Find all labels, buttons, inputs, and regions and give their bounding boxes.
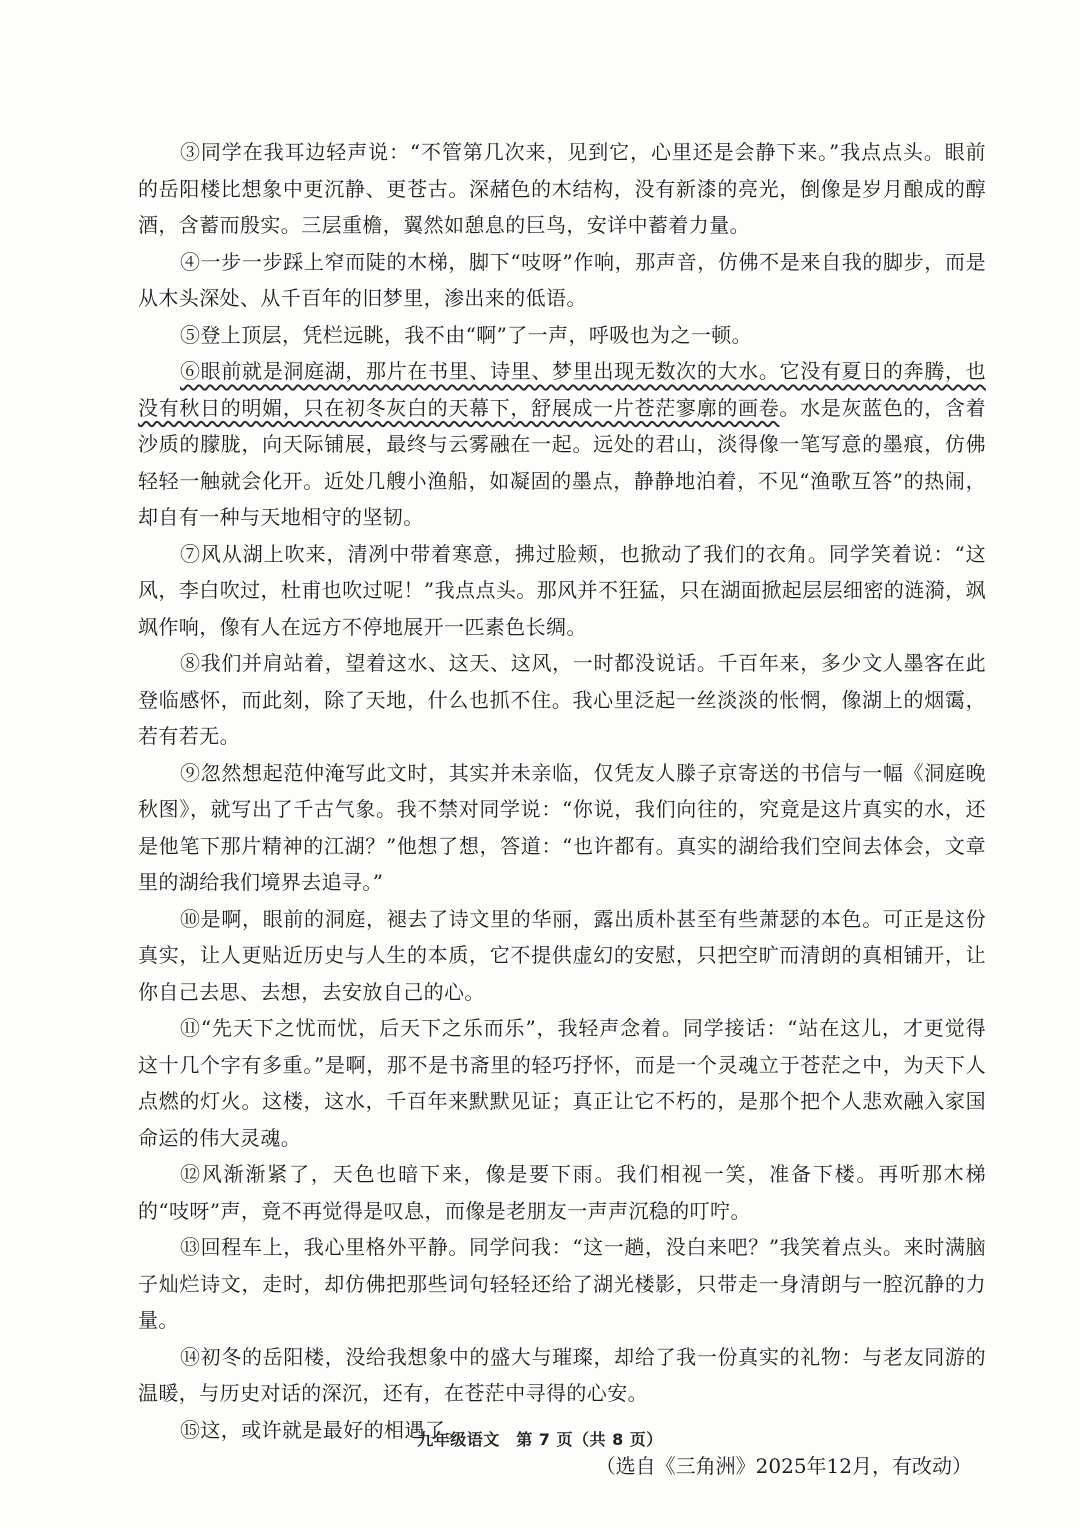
paragraph-14: ⑭初冬的岳阳楼，没给我想象中的盛大与璀璨，却给了我一份真实的礼物：与老友同游的温暖，与历史对话的深沉，还有，在苍茫中寻得的心安。 (138, 1344, 986, 1405)
paragraph-11: ⑪“先天下之忧而忧，后天下之乐而乐”，我轻声念着。同学接话：“站在这儿，才更觉得这十几个字有多重。”是啊，那不是书斋里的轻巧抒怀，而是一个灵魂立于苍茫之中，为天下人点燃的灯火。这楼，这水，千百年来默默见证；真正让它不朽的，是那个把个人悲欢融入家国命运的伟大灵魂。 (138, 1016, 986, 1150)
paragraph-10: ⑩是啊，眼前的洞庭，褪去了诗文里的华丽，露出质朴甚至有些萧瑟的本色。可正是这份真实，让人更贴近历史与人生的本质，它不提供虚幻的安慰，只把空旷而清朗的真相铺开，让你自己去思、去想，去安放自己的心。 (138, 906, 986, 1004)
paragraph-3: ③同学在我耳边轻声说：“不管第几次来，见到它，心里还是会静下来。”我点点头。眼前的岳阳楼比想象中更沉静、更苍古。深赭色的木结构，没有新漆的亮光，倒像是岁月酿成的醇酒，含蓄而殷实。三层重檐，翼然如憩息的巨鸟，安详中蓄着力量。 (138, 140, 986, 237)
paragraph-15: ⑮这，或许就是最好的相遇了。 (180, 1417, 466, 1442)
paragraph-6 (138, 353, 986, 536)
paragraph-7: ⑦风从湖上吹来，清冽中带着寒意，拂过脸颊，也掀动了我们的衣角。同学笑着说：“这风，李白吹过，杜甫也吹过呢！”我点点头。那风并不狂猛，只在湖面掀起层层细密的涟漪，飒飒作响，像有人在远方不停地展开一匹素色长绸。 (138, 541, 986, 639)
paragraph-13: ⑬回程车上，我心里格外平静。同学问我：“这一趟，没白来吧？”我笑着点头。来时满脑子灿烂诗文，走时，却仿佛把那些词句轻轻还给了湖光楼影，只带走一身清朗与一腔沉静的力量。 (138, 1235, 986, 1332)
paragraph-5: ⑤登上顶层，凭栏远眺，我不由“啊”了一声，呼吸也为之一顿。 (180, 322, 753, 347)
paragraph-6-rest: 。水是灰蓝色的，含着沙质的朦胧，向天际铺展，最终与云雾融在一起。远处的君山，淡得像一笔写意的墨痕，仿佛轻轻一触就会化开。近处几艘小渔船，如凝固的墨点，静静地泊着，不见“渔歌互答”的热闹，却自有一种与天地相守的坚韧。 (138, 395, 986, 529)
source-citation: （选自《三角洲》2025年12月，有改动） (595, 1454, 972, 1478)
page-footer: 九年级语文 第 7 页（共 8 页） (417, 1430, 663, 1449)
paragraph-4: ④一步一步踩上窄而陡的木梯，脚下“吱呀”作响，那声音，仿佛不是来自我的脚步，而是从木头深处、从千百年的旧梦里，渗出来的低语。 (138, 249, 986, 310)
paragraph-12: ⑫风渐渐紧了，天色也暗下来，像是要下雨。我们相视一笑，准备下楼。再听那木梯的“吱呀”声，竟不再觉得是叹息，而像是老朋友一声声沉稳的叮咛。 (138, 1162, 986, 1223)
paragraph-9: ⑨忽然想起范仲淹写此文时，其实并未亲临，仅凭友人滕子京寄送的书信与一幅《洞庭晚秋图》，就写出了千古气象。我不禁对同学说：“你说，我们向往的，究竟是这片真实的水，还是他笔下那片精神的江湖？”他想了想，答道：“也许都有。真实的湖给我们空间去体会，文章里的湖给我们境界去追寻。” (138, 760, 986, 894)
underlined-sentence: ⑥眼前就是洞庭湖，那片在书里、诗里、梦里出现无数次的大水。它没有夏日的奔腾，也没有秋日的明媚，只在初冬灰白的天幕下，舒展成一片苍茫寥廓的画卷 (138, 359, 986, 420)
article-body (138, 134, 986, 1485)
paragraph-8: ⑧我们并肩站着，望着这水、这天、这风，一时都没说话。千百年来，多少文人墨客在此登临感怀，而此刻，除了天地，什么也抓不住。我心里泛起一丝淡淡的怅惘，像湖上的烟霭，若有若无。 (138, 651, 986, 748)
